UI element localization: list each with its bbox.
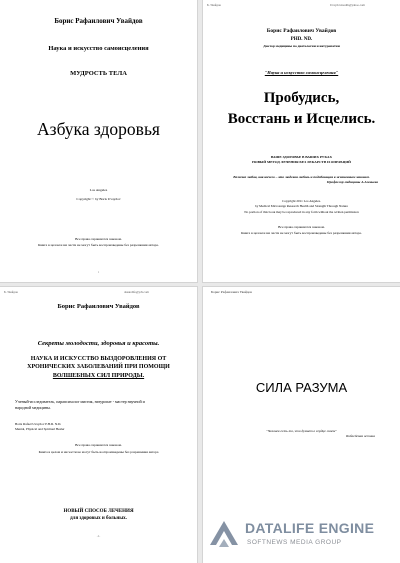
new-method-line-1: НОВЫЙ СПОСОБ ЛЕЧЕНИЯ — [63, 509, 134, 514]
copyright-line-1: Copyright 2011 Los Angeles. — [282, 199, 321, 203]
epigraph-author: Профессор медицины А.Агеньева — [326, 180, 378, 184]
series-title: "Наука и искусство самоисцеления" — [264, 70, 339, 75]
description-line-1: Ученый-исследователь, парапсихолог мистик, натуропат - мастер научной и — [15, 399, 145, 404]
description-line-4: Mental, Physical and Spiritual Healer — [15, 427, 65, 431]
book-title-line-1: Пробудись, — [263, 90, 340, 106]
science-line-3: ВОЛШЕБНЫХ СИЛ ПРИРОДЫ. — [52, 373, 145, 379]
rights-line-2: Книга в целом и ни части не могут быть воспроизведены без разрешения автора. — [38, 243, 159, 247]
copyright-line-3: No portion of this book may be reproduced in any form without the written permission — [244, 210, 359, 214]
quote: "Человек есть то, что думает в сердце своем" — [266, 429, 337, 433]
header-left: Б. Увайдов — [207, 3, 221, 7]
series-title: Наука и искусство самоисцеления — [48, 45, 149, 52]
header-left: Борис Рафаилович Увайдов — [211, 290, 252, 294]
author-name: Борис Рафаилович Увайдов — [54, 17, 143, 25]
copyright-line-2: by Medical Microsurge Research Health and Strength Through Nature — [255, 204, 348, 208]
watermark — [207, 518, 400, 563]
book-title: Азбука здоровья — [37, 119, 160, 139]
doctor-title: Доктор медицины по диетологии и натуропатии — [263, 44, 340, 48]
page-1 — [0, 0, 197, 282]
rights-line-1: Все права охраняются законом. — [75, 237, 122, 241]
datalife-logo-icon — [207, 518, 241, 552]
page-number: 1 — [97, 270, 100, 274]
quote-source: Библейская истина — [346, 434, 375, 438]
author-name: Борис Рафаилович Увайдов — [266, 28, 337, 34]
description-line-3: Boris Rafael Uvaydov P.H.D. N.D. — [15, 422, 62, 426]
copyright: Copyright © by Boris Uvaydov — [76, 197, 121, 201]
rights-line-1: Все права охраняются законом. — [75, 443, 122, 447]
epigraph: Величие любви, как ничего – это людская любовь и подобающая к жизненным законам. — [233, 175, 370, 179]
health-line-1: ВАШЕ ЗДОРОВЬЕ В ВАШИХ РУКАХ — [270, 155, 333, 159]
book-title: СИЛА РАЗУМА — [255, 380, 348, 395]
rights-line-1: Все права охраняются законом. — [278, 225, 325, 229]
author-name: Борис Рафаилович Увайдов — [57, 303, 140, 310]
science-line-1: НАУКА И ИСКУССТВО ВЫЗДОРОВЛЕНИЯ ОТ — [30, 356, 167, 362]
watermark-name: DATALIFE ENGINE — [245, 520, 375, 536]
health-line-2: НОВЫЙ МЕТОД ЛЕЧЕНИЯ БЕЗ ЛЕКАРСТВ И ОПЕРАЦИЙ — [252, 160, 351, 164]
header-right: dasurelife@ydv.com — [124, 290, 149, 294]
rights-line-2: Книга в целом и ни части не могут быть воспроизведены без разрешения автора — [38, 450, 159, 454]
science-line-2: ХРОНИЧЕСКИХ ЗАБОЛЕВАНИЙ ПРИ ПОМОЩИ — [27, 364, 170, 370]
new-method-line-2: для здоровых и больных. — [70, 516, 127, 521]
page-number: -2- — [96, 534, 101, 538]
description-line-2: народной медицины. — [15, 405, 51, 410]
degree: PHD. ND. — [290, 37, 313, 42]
header-right: Uvaydov.health@yahoo.com — [330, 3, 365, 7]
page-2 — [203, 0, 400, 282]
book-subtitle: МУДРОСТЬ ТЕЛА — [70, 70, 127, 77]
tagline: Секреты молодости, здоровья и красоты. — [37, 340, 160, 347]
city: Los Angeles — [89, 188, 108, 192]
rights-line-2: Книга в целом и ни части не могут быть воспроизведены без разрешения автора. — [241, 231, 362, 235]
header-left: Б. Увайдов — [4, 290, 18, 294]
book-title-line-2: Восстань и Исцелись. — [227, 111, 376, 127]
page-3 — [0, 287, 197, 563]
watermark-subtitle: SOFTNEWS MEDIA GROUP — [247, 539, 342, 546]
